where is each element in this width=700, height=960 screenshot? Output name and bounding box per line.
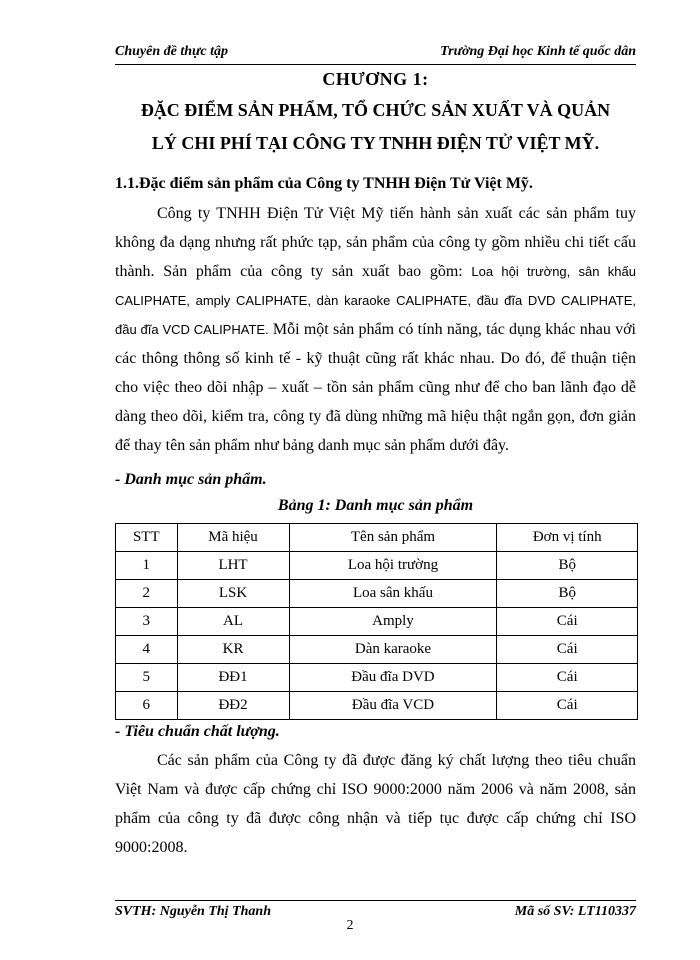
table-cell: KR xyxy=(177,636,289,664)
table-cell: Cái xyxy=(497,692,638,720)
table-cell: 2 xyxy=(116,580,178,608)
table-row xyxy=(116,608,638,636)
table-row xyxy=(116,552,638,580)
table-cell: 4 xyxy=(116,636,178,664)
table-cell: 6 xyxy=(116,692,178,720)
chapter-title-line-2: LÝ CHI PHÍ TẠI CÔNG TY TNHH ĐIỆN TỬ VIỆT MỸ. xyxy=(151,133,600,153)
paragraph1-part1: Công ty TNHH Điện Tử Việt Mỹ tiến hành sản xuất các sản phẩm tuy không đa dạng nhưng rất phức tạp, sản phẩm của công ty gồm nhiều chi tiết cấu thành. Sản phẩm của công ty sản xuất bao gồm: xyxy=(115,205,636,280)
table-cell: Cái xyxy=(497,608,638,636)
table-header-cell: STT xyxy=(116,524,178,552)
table-row xyxy=(116,664,638,692)
page-number: 2 xyxy=(346,918,354,933)
table-cell: Cái xyxy=(497,636,638,664)
table-caption: Bảng 1: Danh mục sản phẩm xyxy=(277,497,474,514)
table-cell: Đầu đĩa DVD xyxy=(289,664,497,692)
table-cell: AL xyxy=(177,608,289,636)
table-cell: Loa sân khấu xyxy=(289,580,497,608)
table-header-cell: Đơn vị tính xyxy=(497,524,638,552)
table-cell: Loa hội trường xyxy=(289,552,497,580)
table-cell: 5 xyxy=(116,664,178,692)
chapter-title-line-1: ĐẶC ĐIỂM SẢN PHẨM, TỔ CHỨC SẢN XUẤT VÀ QUẢN xyxy=(140,100,611,120)
table-cell: Bộ xyxy=(497,580,638,608)
table-cell: 3 xyxy=(116,608,178,636)
paragraph1-part2: Mỗi một sản phẩm có tính năng, tác dụng khác nhau với các thông thông số kinh tế - kỹ thuật cũng rất khác nhau. Do đó, để thuận tiện cho việc theo dõi nhập – xuất – tồn sản phẩm cũng như để cho ban lãnh đạo dễ dàng theo dõi, kiểm tra, công ty đã dùng những mã hiệu thật ngắn gọn, đơn giản để thay tên sản phẩm như bảng danh mục sản phẩm dưới đây. xyxy=(115,321,637,454)
table-header-cell: Mã hiệu xyxy=(177,524,289,552)
section-heading: 1.1.Đặc điểm sản phẩm của Công ty TNHH Điện Tử Việt Mỹ. xyxy=(115,175,533,192)
table-row xyxy=(116,580,638,608)
page-header xyxy=(115,44,636,65)
table-cell: Bộ xyxy=(497,552,638,580)
footer-author: SVTH: Nguyễn Thị Thanh xyxy=(115,904,271,919)
paragraph-quality-standard xyxy=(115,746,636,862)
table-cell: LSK xyxy=(177,580,289,608)
paragraph2-text: Các sản phẩm của Công ty đã được đăng ký chất lượng theo tiêu chuẩn Việt Nam và được cấp chứng chỉ ISO 9000:2000 năm 2006 và năm 2008, sản phẩm của công ty đã được công nhận và tiếp tục được cấp chứng chỉ ISO 9000:2008. xyxy=(115,752,636,856)
table-header-row xyxy=(116,524,638,552)
paragraph1-products-list: Loa hội trường, sân khấu CALIPHATE, amply CALIPHATE, dàn karaoke CALIPHATE, đầu đĩa DVD CALIPHATE, đầu đĩa VCD CALIPHATE. xyxy=(115,264,636,337)
product-table xyxy=(115,523,638,720)
page-footer xyxy=(115,900,636,919)
table-cell: ĐĐ1 xyxy=(177,664,289,692)
subheading-quality-standard: - Tiêu chuẩn chất lượng. xyxy=(115,723,280,740)
header-right-text: Trường Đại học Kinh tế quốc dân xyxy=(440,44,636,59)
table-cell: Amply xyxy=(289,608,497,636)
table-cell: 1 xyxy=(116,552,178,580)
table-header-cell: Tên sản phẩm xyxy=(289,524,497,552)
table-cell: Đầu đĩa VCD xyxy=(289,692,497,720)
table-cell: LHT xyxy=(177,552,289,580)
chapter-number: CHƯƠNG 1: xyxy=(322,69,429,89)
table-cell: Dàn karaoke xyxy=(289,636,497,664)
table-cell: Cái xyxy=(497,664,638,692)
table-row xyxy=(116,692,638,720)
subheading-product-list: - Danh mục sản phẩm. xyxy=(115,471,267,488)
paragraph-product-characteristics xyxy=(115,199,636,460)
table-row xyxy=(116,636,638,664)
table-cell: ĐĐ2 xyxy=(177,692,289,720)
header-left-text: Chuyên đề thực tập xyxy=(115,44,229,59)
footer-student-id: Mã số SV: LT110337 xyxy=(514,904,636,919)
chapter-title xyxy=(115,94,636,160)
